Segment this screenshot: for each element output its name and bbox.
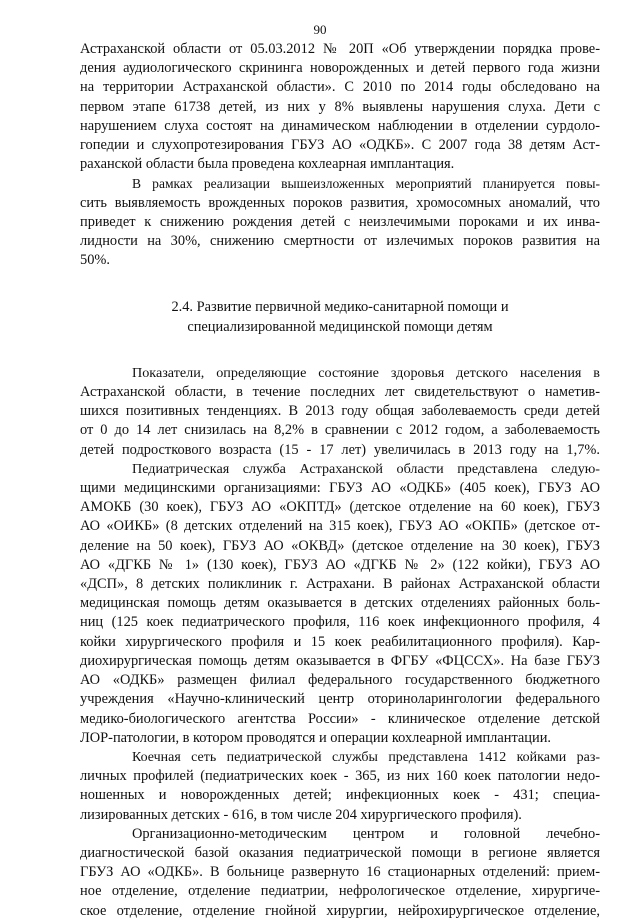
paragraph-odkb-hospital (80, 825, 600, 921)
text-line: ношенных и новорожденных детей; инфекционных коек - 431; специа- (80, 787, 600, 804)
text-line: деление на 50 коек), ГБУЗ АО «ОКВД» (детское отделение на 30 коек), ГБУЗ (80, 537, 600, 554)
text-line: Астраханской области от 05.03.2012 № 20П «Об утверждении порядка прове- (80, 41, 600, 57)
text-line: медицинская помощь детям оказывается в детских отделениях районных боль- (80, 595, 600, 612)
text-line: «ДСП», 8 детских поликлиник г. Астрахани. В районах Астраханской области (80, 576, 600, 593)
text-line: медико-биологического агентства России» - клиническое отделение детской (80, 710, 600, 727)
text-line: лизированных детских - 616, в том числе 204 хирургического профиля). (80, 806, 522, 823)
text-line: гопедии и слухопротезирования ГБУЗ АО «ОДКБ». С 2007 года 38 детям Аст- (80, 137, 600, 154)
text-line: шихся позитивных тенденциях. В 2013 году общая заболеваемость среди детей (80, 403, 600, 420)
paragraph-bed-network (80, 748, 600, 825)
text-line: АМОКБ (30 коек), ГБУЗ АО «ОКПТД» (детское отделение на 60 коек), ГБУЗ (80, 499, 600, 516)
paragraph-pediatric-service (80, 460, 600, 748)
text-line: ниц (125 коек педиатрического профиля, 116 коек инфекционного профиля, 4 (80, 614, 600, 631)
text-line: сить выявляемость врожденных пороков развития, хромосомных аномалий, что (80, 194, 600, 211)
heading-line: 2.4. Развитие первичной медико-санитарной помощи и (171, 299, 509, 316)
page-number: 90 (313, 22, 327, 37)
text-line: первом этапе 61738 детей, из них у 8% выявлены нарушения слуха. Дети с (80, 98, 600, 115)
text-line: щими медицинскими организациями: ГБУЗ АО «ОДКБ» (405 коек), ГБУЗ АО (80, 480, 600, 497)
text-line: ное отделение, отделение педиатрии, нефрологическое отделение, хирургиче- (80, 883, 600, 900)
text-line: койки хирургического профиля и 15 коек реабилитационного профиля). Кар- (80, 633, 600, 650)
text-line: учреждения «Научно-клинический центр оториноларингологии федерального (80, 691, 600, 708)
text-line: АО «ДГКБ № 1» (130 коек), ГБУЗ АО «ДГКБ № 2» (122 койки), ГБУЗ АО (80, 556, 600, 573)
section-heading (80, 298, 600, 336)
text-line: на территории Астраханской области». С 2010 по 2014 годы обследовано на (80, 79, 600, 96)
text-line: ГБУЗ АО «ОДКБ». В больнице развернуто 16 стационарных отделений: прием- (80, 864, 600, 881)
text-line: Организационно-методическим центром и головной лечебно- (132, 825, 600, 842)
text-line: нарушением слуха состоят на динамическом наблюдении в отделении сурдоло- (80, 117, 600, 134)
text-line: Астраханской области, в течение последних лет свидетельствуют о наметив- (80, 384, 600, 401)
heading-line: специализированной медицинской помощи детям (187, 318, 493, 335)
text-line: диагностической базой оказания педиатрической помощи в регионе является (80, 844, 600, 861)
text-line: ЛОР-патологии, в котором проводятся и операции кохлеарной имплантации. (80, 729, 552, 746)
paragraph-planned-outcomes (80, 174, 600, 270)
text-line: дения аудиологического скрининга новорожденных и детей первого года жизни (80, 60, 600, 77)
text-line: личных профилей (педиатрических коек - 365, из них 160 коек патологии недо- (80, 768, 600, 785)
text-line: от 0 до 14 лет снизилась на 8,2% в сравнении с 2012 годом, а заболеваемость (80, 422, 600, 439)
text-line: ское отделение, отделение гнойной хирургии, нейрохирургическое отделение, (80, 902, 600, 919)
text-line: АО «ОДКБ» размещен филиал федерального государственного бюджетного (80, 672, 600, 689)
text-line: В рамках реализации вышеизложенных мероприятий планируется повы- (132, 176, 600, 192)
text-line: детей подросткового возраста (15 - 17 лет) увеличилась в 2013 году на 1,7%. (80, 441, 600, 458)
text-line: АО «ОИКБ» (8 детских отделений на 315 коек), ГБУЗ АО «ОКПБ» (детское от- (80, 518, 600, 535)
text-line: лидности на 30%, снижению смертности от излечимых пороков развития на (80, 233, 600, 250)
paragraph-audiology-screening (80, 40, 600, 174)
text-line: раханской области была проведена кохлеарная имплантация. (80, 156, 455, 173)
text-line: приведет к снижению рождения детей с неизлечимыми пороками и их инва- (80, 213, 600, 230)
text-line: 50%. (80, 252, 110, 269)
text-line: Коечная сеть педиатрической службы представлена 1412 койками раз- (132, 749, 600, 765)
text-line: диохирургическая помощь детям оказывается в ФГБУ «ФЦССХ». На базе ГБУЗ (80, 652, 600, 669)
text-line: Педиатрическая служба Астраханской области представлена следую- (132, 460, 600, 477)
paragraph-health-indicators (80, 364, 600, 460)
text-line: Показатели, определяющие состояние здоровья детского населения в (132, 364, 600, 381)
document-body (80, 40, 600, 921)
